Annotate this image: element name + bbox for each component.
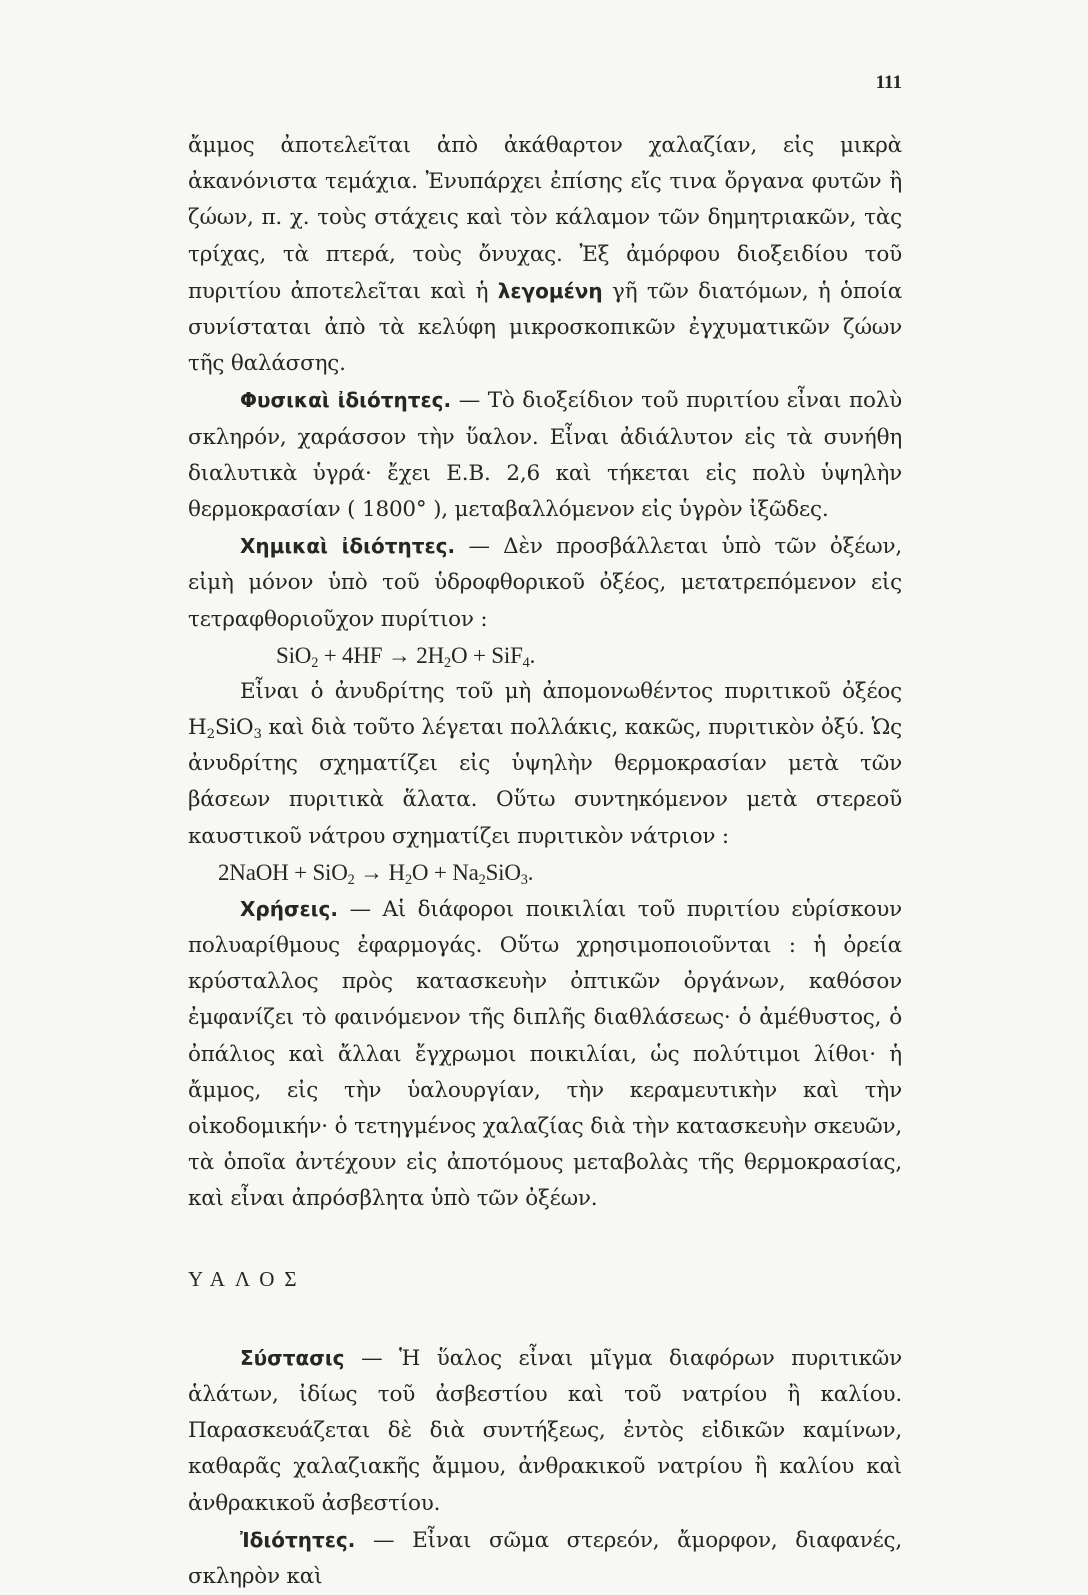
- heading-uses: Χρήσεις.: [240, 896, 338, 921]
- paragraph-amorphous-silica: ἄμμος ἀποτελεῖται ἀπὸ ἀκάθαρτον χαλαζίαν, εἰς μικρὰ ἀκανόνιστα τεμάχια. Ἐνυπάρχει ἐπίσης εἴς τινα ὄργανα φυτῶν ἢ ζώων, π. χ. τοὺς στάχεις καὶ τὸν κάλαμον τῶν δημητριακῶν, τὰς τρίχας, τὰ πτερά, τοὺς ὄνυχας. Ἐξ ἀμόρφου διοξειδίου τοῦ πυριτίου ἀποτελεῖται καὶ ἡ λεγομένη γῆ τῶν διατόμων, ἡ ὁποία συνίσταται ἀπὸ τὰ κελύφη μικροσκοπικῶν ἐγχυματικῶν ζώων τῆς θαλάσσης.: [188, 133, 903, 377]
- heading-glass-properties: Ἰδιότητες.: [240, 1527, 356, 1552]
- equation-naoh-reaction: 2NaOH + $SiO_2 \to H_2O + Na_2SiO_3$.: [218, 859, 534, 888]
- section-title-glass: ΥΑΛΟΣ: [188, 1266, 307, 1291]
- paragraph-chemical-properties: Χημικαὶ ἰδιότητες. — Δὲν προσβάλλεται ὑπὸ τῶν ὀξέων, εἰμὴ μόνον ὑπὸ τοῦ ὑδροφθορικοῦ ὀξέος, μετατρεπόμενον εἰς τετραφθοριοῦχον πυρίτιον :: [188, 534, 902, 632]
- heading-chemical-properties: Χημικαὶ ἰδιότητες.: [240, 534, 456, 559]
- equation-hf-reaction: $SiO_2 + 4HF \to 2H_2O + SiF_4$.: [276, 642, 536, 671]
- paragraph-physical-properties: Φυσικαὶ ἰδιότητες. — Τὸ διοξείδιον τοῦ πυριτίου εἶναι πολὺ σκληρόν, χαράσσον τὴν ὕαλον. Εἶναι ἀδιάλυτον εἰς τὰ συνήθη διαλυτικὰ ὑγρά· ἔχει Ε.Β. 2,6 καὶ τήκεται εἰς πολὺ ὑψηλὴν θερμοκρασίαν ( 1800° ), μεταβαλλόμενον εἰς ὑγρὸν ἰξῶδες.: [188, 388, 902, 523]
- heading-physical-properties: Φυσικαὶ ἰδιότητες.: [240, 388, 452, 413]
- paragraph-anhydride: Εἶναι ὁ ἀνυδρίτης τοῦ μὴ ἀπομονωθέντος πυριτικοῦ ὀξέος $H_2SiO_3$ καὶ διὰ τοῦτο λέγεται πολλάκις, κακῶς, πυριτικὸν ὀξύ. Ὡς ἀνυδρίτης σχηματίζει εἰς ὑψηλὴν θερμοκρασίαν μετὰ τῶν βάσεων πυριτικὰ ἅλατα. Οὕτω συντηκόμενον μετὰ στερεοῦ καυστικοῦ νάτρου σχηματίζει πυριτικὸν νάτριον :: [188, 678, 902, 849]
- paragraph-glass-properties: Ἰδιότητες. — Εἶναι σῶμα στερεόν, ἄμορφον, διαφανές, σκληρὸν καὶ: [188, 1527, 902, 1589]
- paragraph-composition: Σύστασις — Ἡ ὕαλος εἶναι μῖγμα διαφόρων πυριτικῶν ἁλάτων, ἰδίως τοῦ ἀσβεστίου καὶ τοῦ νατρίου ἢ καλίου. Παρασκευάζεται δὲ διὰ συντήξεως, ἐντὸς εἰδικῶν καμίνων, καθαρᾶς χαλαζιακῆς ἄμμου, ἀνθρακικοῦ νατρίου ἢ καλίου καὶ ἀνθρακικοῦ ἀσβεστίου.: [188, 1345, 903, 1516]
- bold-term: λεγομένη: [497, 278, 603, 303]
- page-number: 111: [875, 72, 902, 93]
- paragraph-uses: Χρήσεις. — Αἱ διάφοροι ποικιλίαι τοῦ πυριτίου εὑρίσκουν πολυαρίθμους ἐφαρμογάς. Οὕτω χρησιμοποιοῦνται : ἡ ὀρεία κρύσταλλος πρὸς κατασκευὴν ὀπτικῶν ὀργάνων, καθόσον ἐμφανίζει τὸ φαινόμενον τῆς διπλῆς διαθλάσεως· ὁ ἀμέθυστος, ὁ ὀπάλιος καὶ ἄλλαι ἔγχρωμοι ποικιλίαι, ὡς πολύτιμοι λίθοι· ἡ ἄμμος, εἰς τὴν ὑαλουργίαν, τὴν κεραμευτικὴν καὶ τὴν οἰκοδομικήν· ὁ τετηγμένος χαλαζίας διὰ τὴν κατασκευὴν σκευῶν, τὰ ὁποῖα ἀντέχουν εἰς ἀποτόμους μεταβολὰς τῆς θερμοκρασίας, καὶ εἶναι ἀπρόσβλητα ὑπὸ τῶν ὀξέων.: [188, 896, 902, 1212]
- page-body: [188, 128, 902, 1595]
- heading-composition: Σύστασις: [240, 1345, 345, 1370]
- formula-silicic-acid: $H_2SiO_3$: [188, 715, 262, 743]
